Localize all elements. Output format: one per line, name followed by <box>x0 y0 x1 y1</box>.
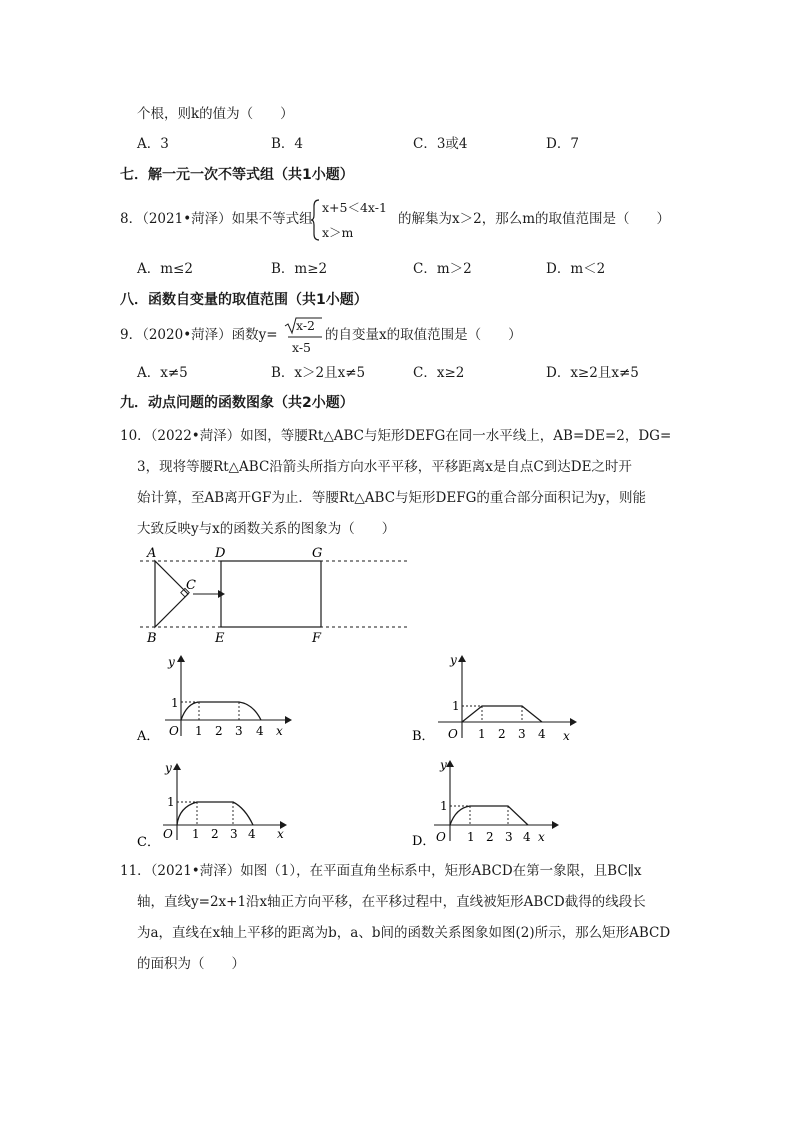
svg-text:x: x <box>277 827 284 841</box>
q7-option-a[interactable]: A．3 <box>137 136 169 152</box>
svg-text:1: 1 <box>171 696 179 710</box>
label-b: B <box>147 631 157 644</box>
q10-line-4: 大致反映y与x的函数关系的图象为（ ） <box>137 521 396 537</box>
q9-option-b[interactable]: B．x＞2且x≠5 <box>271 365 366 381</box>
svg-text:2: 2 <box>211 827 219 841</box>
q9-denominator: x-5 <box>292 340 312 355</box>
q9-prefix: 9．（2020•菏泽）函数y= <box>120 327 278 343</box>
svg-text:3: 3 <box>505 830 513 844</box>
q9-numerator: x-2 <box>296 318 316 333</box>
svg-text:4: 4 <box>256 724 264 738</box>
q11-line-2: 轴，直线y=2x+1沿x轴正方向平移，在平移过程中，直线被矩形ABCD截得的线段长 <box>137 894 646 910</box>
svg-text:4: 4 <box>248 827 256 841</box>
q11-line-4: 的面积为（ ） <box>137 956 245 972</box>
q7-option-c[interactable]: C．3或4 <box>413 136 468 152</box>
svg-text:y: y <box>450 653 457 667</box>
label-g: G <box>312 546 323 561</box>
q10-line-3: 始计算，至AB离开GF为止．等腰Rt△ABC与矩形DEFG的重合部分面积记为y，则能 <box>137 490 646 506</box>
svg-text:y: y <box>440 758 447 772</box>
label-c: C <box>186 578 196 593</box>
q10-line-1: 10．（2022•菏泽）如图，等腰Rt△ABC与矩形DEFG在同一水平线上，AB=DE=2，DG= <box>120 428 672 444</box>
svg-text:1: 1 <box>478 727 486 741</box>
graph-option-a[interactable] <box>135 650 295 745</box>
svg-text:O: O <box>169 724 179 738</box>
graph-option-b[interactable] <box>410 650 580 745</box>
q9-option-a[interactable]: A．x≠5 <box>137 365 188 381</box>
q8-inequality-1: x+5＜4x-1 <box>322 200 387 215</box>
label-a: A <box>147 546 157 561</box>
svg-text:1: 1 <box>467 830 475 844</box>
svg-text:3: 3 <box>235 724 243 738</box>
q7-option-b[interactable]: B．4 <box>271 136 304 152</box>
svg-text:1: 1 <box>195 724 203 738</box>
q8-inequality-2: x＞m <box>322 225 354 240</box>
q8-brace <box>311 198 321 242</box>
svg-text:2: 2 <box>215 724 223 738</box>
q9-suffix: 的自变量x的取值范围是（ ） <box>325 327 522 343</box>
graph-option-d[interactable] <box>410 755 570 850</box>
section-heading-8: 八．函数自变量的取值范围（共1小题） <box>120 292 368 308</box>
q10-line-2: 3，现将等腰Rt△ABC沿箭头所指方向水平平移，平移距离x是自点C到达DE之时开 <box>137 459 632 475</box>
q7-option-d[interactable]: D．7 <box>546 136 579 152</box>
svg-text:y: y <box>165 761 172 775</box>
q7-tail-text: 个根，则k的值为（ ） <box>137 106 294 122</box>
label-f: F <box>312 631 322 644</box>
graph-a-option-label: A． <box>137 729 160 744</box>
section-heading-7: 七．解一元一次不等式组（共1小题） <box>120 167 354 183</box>
q11-line-1: 11．（2021•菏泽）如图（1），在平面直角坐标系中，矩形ABCD在第一象限，且BC∥x <box>120 863 642 879</box>
svg-text:O: O <box>163 827 173 841</box>
q11-line-3: 为a，直线在x轴上平移的距离为b，a、b间的函数关系图象如图(2)所示，那么矩形ABCD <box>137 925 671 941</box>
svg-text:x: x <box>563 729 570 743</box>
q8-option-d[interactable]: D．m＜2 <box>546 261 606 277</box>
graph-b-option-label: B． <box>412 729 435 744</box>
svg-text:1: 1 <box>192 827 200 841</box>
svg-text:1: 1 <box>167 795 175 809</box>
triangle-abc <box>155 561 188 627</box>
q8-option-c[interactable]: C．m＞2 <box>413 261 472 277</box>
q8-suffix: 的解集为x＞2，那么m的取值范围是（ ） <box>398 211 671 227</box>
q8-option-a[interactable]: A．m≤2 <box>137 261 193 277</box>
graph-d-option-label: D． <box>412 834 436 849</box>
svg-text:2: 2 <box>486 830 494 844</box>
svg-text:4: 4 <box>523 830 531 844</box>
label-d: D <box>215 546 226 561</box>
rectangle-defg <box>221 561 321 627</box>
svg-text:O: O <box>436 830 446 844</box>
graph-option-c[interactable] <box>135 758 295 853</box>
graph-c-option-label: C． <box>137 835 160 850</box>
q9-option-d[interactable]: D．x≥2且x≠5 <box>546 365 639 381</box>
svg-text:x: x <box>538 830 545 844</box>
svg-text:3: 3 <box>518 727 526 741</box>
q8-option-b[interactable]: B．m≥2 <box>271 261 328 277</box>
svg-text:O: O <box>448 727 458 741</box>
section-heading-9: 九．动点问题的函数图象（共2小题） <box>120 395 354 411</box>
svg-text:y: y <box>168 655 175 669</box>
q8-prefix: 8．（2021•菏泽）如果不等式组 <box>120 211 313 227</box>
q9-option-c[interactable]: C．x≥2 <box>413 365 465 381</box>
svg-text:4: 4 <box>538 727 546 741</box>
svg-text:1: 1 <box>452 699 460 713</box>
svg-text:x: x <box>276 724 283 738</box>
label-e: E <box>215 631 225 644</box>
q10-figure <box>130 542 415 644</box>
svg-text:2: 2 <box>498 727 506 741</box>
svg-text:1: 1 <box>440 799 448 813</box>
svg-text:3: 3 <box>230 827 238 841</box>
